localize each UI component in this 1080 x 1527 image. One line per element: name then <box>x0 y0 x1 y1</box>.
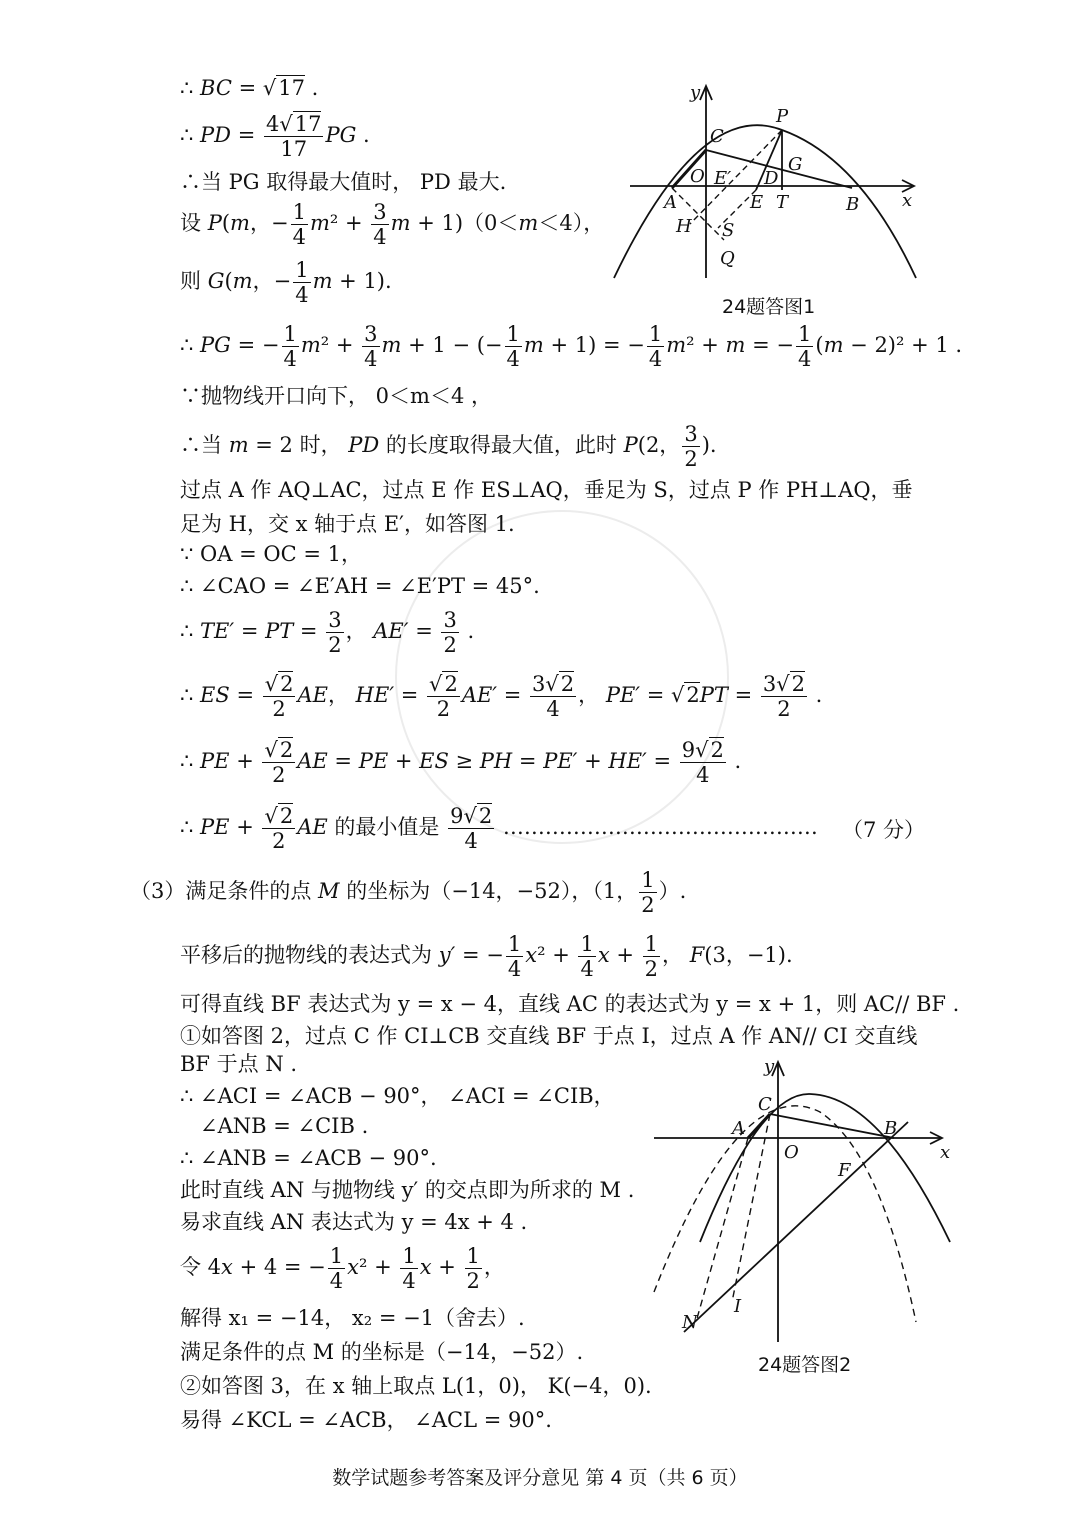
figure-1-diagram <box>600 78 930 288</box>
line-31: ②如答图 3，在 x 轴上取点 L(1，0)， K(−4，0). <box>180 1374 652 1398</box>
line-24: ∠ANB = ∠CIB . <box>200 1114 369 1138</box>
fig2-label-x: x <box>940 1142 951 1163</box>
line-4: 设 P(m，− $\frac{1}{4}$ m² + $\frac{3}{4}$ m + 1)（0＜m＜4）， <box>180 200 605 249</box>
line-20: 可得直线 BF 表达式为 y = x − 4，直线 AC 的表达式为 y = x + 1，则 AC// BF . <box>180 992 960 1016</box>
fig1-label-E-prime: E′ <box>714 168 732 189</box>
line-23: ∴ ∠ACI = ∠ACB − 90°， ∠ACI = ∠CIB， <box>180 1084 615 1108</box>
figure-1-caption: 24题答图1 <box>722 296 816 318</box>
fig2-label-C: C <box>758 1094 772 1115</box>
line-10: 过点 A 作 AQ⊥AC，过点 E 作 ES⊥AQ，垂足为 S，过点 P 作 PH⊥AQ，垂 <box>180 478 913 502</box>
fig2-label-N: N <box>682 1312 698 1333</box>
fig1-label-T: T <box>776 192 789 213</box>
line-2: ∴ PD = $\frac{4√17}{17}$ PG . <box>180 112 370 161</box>
fig2-line-AC <box>748 1114 770 1138</box>
fig1-label-P: P <box>776 106 789 127</box>
fig1-label-B: B <box>846 194 860 215</box>
line-3: ∴当 PG 取得最大值时， PD 最大. <box>180 170 507 194</box>
fig1-label-G: G <box>788 154 803 175</box>
fig2-line-AN <box>696 1138 748 1322</box>
score-label: （7 分） <box>842 818 926 842</box>
line-32: 易得 ∠KCL = ∠ACB， ∠ACL = 90°. <box>180 1408 552 1432</box>
line-29: 解得 x₁ = −14， x₂ = −1（舍去）. <box>180 1306 525 1330</box>
line-22: BF 于点 N . <box>180 1052 298 1076</box>
fig2-label-y: y <box>764 1056 775 1077</box>
fig2-line-CB <box>770 1114 894 1138</box>
line-27: 易求直线 AN 表达式为 y = 4x + 4 . <box>180 1210 528 1234</box>
line-11: 足为 H，交 x 轴于点 E′，如答图 1. <box>180 512 515 536</box>
line-13: ∴ ∠CAO = ∠E′AH = ∠E′PT = 45°. <box>180 574 540 598</box>
line-6: ∴ PG = − $\frac{1}{4}$ m² + $\frac{3}{4}$ m + 1 − (− $\frac{1}{4}$ m + 1) = − $\frac{1}{4}$ m² + m = − $\frac{1}{4}$ (m − 2)² + 1 . <box>180 322 963 371</box>
fig1-label-S: S <box>722 220 735 241</box>
fig1-label-A: A <box>664 192 677 213</box>
fig1-label-H: H <box>676 216 692 237</box>
fig1-label-x: x <box>902 190 913 211</box>
fig1-label-C: C <box>710 126 724 147</box>
line-8: ∵抛物线开口向下， 0＜m＜4 ， <box>180 384 492 408</box>
page-footer: 数学试题参考答案及评分意见 第 4 页（共 6 页） <box>332 1467 748 1489</box>
fig1-label-Q: Q <box>720 248 735 269</box>
line-17: ∴ PE + $\frac{√2}{2}$ AE 的最小值是 $\frac{9√2}{4}$ ……………………………………… <box>180 804 818 853</box>
fig1-label-O: O <box>690 166 705 187</box>
line-19: 平移后的抛物线的表达式为 y′ = − $\frac{1}{4}$ x² + $\frac{1}{4}$ x + $\frac{1}{2}$ ， F(3，−1). <box>180 932 793 981</box>
line-25: ∴ ∠ANB = ∠ACB − 90°. <box>180 1146 437 1170</box>
fig2-line-CI <box>732 1114 770 1302</box>
fig2-label-A: A <box>732 1118 745 1139</box>
fig1-label-y: y <box>690 82 701 103</box>
fig2-label-I: I <box>734 1296 742 1317</box>
fig1-label-E: E <box>750 192 764 213</box>
fig2-label-B: B <box>884 1118 898 1139</box>
figure-2-diagram <box>640 1052 960 1352</box>
line-5: 则 G(m，− $\frac{1}{4}$ m + 1). <box>180 258 392 307</box>
line-26: 此时直线 AN 与抛物线 y′ 的交点即为所求的 M . <box>180 1178 635 1202</box>
fig1-label-D: D <box>764 168 779 189</box>
line-18: （3）满足条件的点 M 的坐标为（−14，−52），（1， $\frac{1}{2}$ ）. <box>130 868 687 917</box>
line-1: ∴ BC = √17 . <box>180 76 319 100</box>
line-14: ∴ TE′ = PT = $\frac{3}{2}$ ， AE′ = $\frac{3}{2}$ . <box>180 608 475 657</box>
fig2-label-F: F <box>838 1160 851 1181</box>
line-30: 满足条件的点 M 的坐标是（−14，−52）. <box>180 1340 584 1364</box>
line-12: ∵ OA = OC = 1， <box>180 542 362 566</box>
figure-2-caption: 24题答图2 <box>758 1354 852 1376</box>
fig2-label-O: O <box>784 1142 799 1163</box>
line-28: 令 4x + 4 = − $\frac{1}{4}$ x² + $\frac{1}{4}$ x + $\frac{1}{2}$ ， <box>180 1244 505 1293</box>
line-16: ∴ PE + $\frac{√2}{2}$ AE = PE + ES ≥ PH = PE′ + HE′ = $\frac{9√2}{4}$ . <box>180 738 742 787</box>
line-15: ∴ ES = $\frac{√2}{2}$ AE， HE′ = $\frac{√2}{2}$ AE′ = $\frac{3√2}{4}$ ， PE′ = √2PT = $\frac{3√2}{2}$ . <box>180 672 823 721</box>
line-21: ①如答图 2，过点 C 作 CI⊥CB 交直线 BF 于点 I，过点 A 作 AN// CI 交直线 <box>180 1024 918 1048</box>
line-9: ∴当 m = 2 时， PD 的长度取得最大值，此时 P(2， $\frac{3}{2}$ ). <box>180 422 717 471</box>
